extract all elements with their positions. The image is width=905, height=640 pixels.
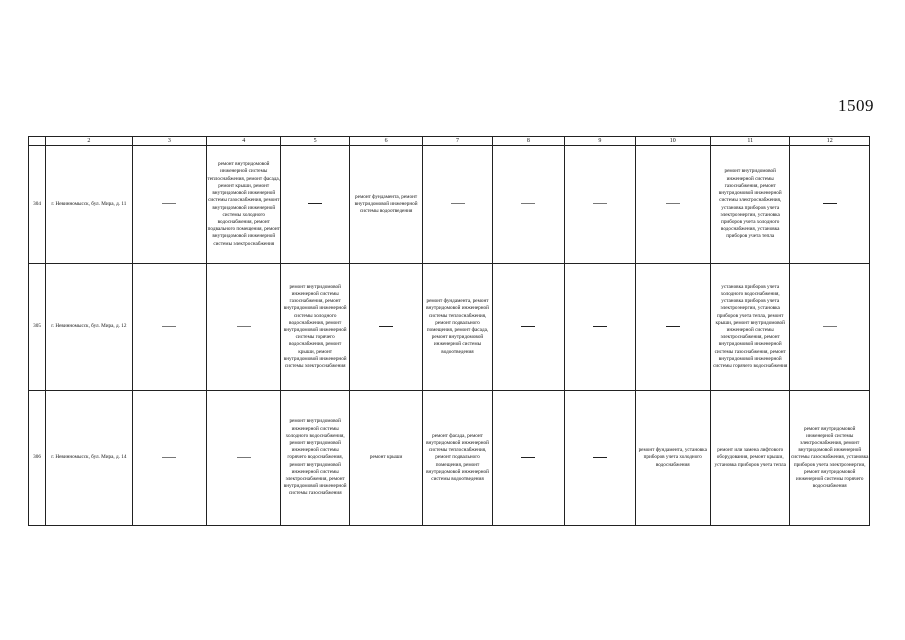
empty-dash xyxy=(521,203,535,204)
empty-dash xyxy=(162,457,176,458)
column-header: 5 xyxy=(281,137,349,146)
table-cell xyxy=(565,391,635,526)
table-cell xyxy=(132,264,206,391)
table-cell xyxy=(492,146,564,264)
column-header: 10 xyxy=(635,137,710,146)
empty-dash xyxy=(308,203,322,204)
table-cell: ремонт или замена лифтового оборудования, ремонт крыши, установка приборов учета тепла xyxy=(710,391,789,526)
table-cell xyxy=(565,146,635,264)
empty-dash xyxy=(521,326,535,327)
table-cell xyxy=(635,146,710,264)
table-cell xyxy=(207,391,281,526)
table-cell: ремонт фундамента, установка приборов учета холодного водоснабжения xyxy=(635,391,710,526)
table-row xyxy=(29,264,870,391)
table-cell xyxy=(790,264,870,391)
empty-dash xyxy=(666,326,680,327)
empty-dash xyxy=(666,203,680,204)
table-cell xyxy=(492,264,564,391)
table-cell xyxy=(565,264,635,391)
table-cell: ремонт фундамента, ремонт внутридомовой инженерной системы теплоснабжения, ремонт подвального помещения, ремонт фасада, ремонт внутридомовой инженерной системы водоотведения xyxy=(423,264,492,391)
table-cell xyxy=(635,264,710,391)
table-cell: установка приборов учета холодного водоснабжения, установка приборов учета электроэнергии, установка приборов учета тепла, ремонт крыши, ремонт внутридомовой инженерной системы электроснабжения, ремонт внутридомовой инженерной системы газоснабжения, ремонт внутридомовой инженерной системы горячего водоснабжения xyxy=(710,264,789,391)
empty-dash xyxy=(521,457,535,458)
column-header: 2 xyxy=(46,137,133,146)
empty-dash xyxy=(593,203,607,204)
table-row xyxy=(29,146,870,264)
table-cell xyxy=(492,391,564,526)
table-cell xyxy=(349,264,422,391)
column-header: 3 xyxy=(132,137,206,146)
empty-dash xyxy=(593,326,607,327)
header-row xyxy=(29,137,870,146)
table-cell xyxy=(132,391,206,526)
table-cell xyxy=(790,146,870,264)
table-cell: ремонт внутридомовой инженерной системы теплоснабжения, ремонт фасада, ремонт крыши, ремонт внутридомовой инженерной системы газоснабжения, ремонт внутридомовой инженерной системы холодного водоснабжения, ремонт подвального помещения, ремонт внутридомовой инженерной системы электроснабжения xyxy=(207,146,281,264)
row-number: 306 xyxy=(29,391,46,526)
empty-dash xyxy=(237,457,251,458)
address-cell: г. Невинномысск, бул. Мира, д. 12 xyxy=(46,264,133,391)
column-header: 12 xyxy=(790,137,870,146)
empty-dash xyxy=(451,203,465,204)
empty-dash xyxy=(379,326,393,327)
table-cell xyxy=(423,146,492,264)
column-header: 8 xyxy=(492,137,564,146)
column-header: 11 xyxy=(710,137,789,146)
column-header xyxy=(29,137,46,146)
address-cell: г. Невинномысск, бул. Мира, д. 11 xyxy=(46,146,133,264)
column-header: 4 xyxy=(207,137,281,146)
row-number: 305 xyxy=(29,264,46,391)
table-cell xyxy=(132,146,206,264)
table-cell: ремонт внутридомовой инженерной системы электроснабжения, ремонт внутридомовой инженерной системы газоснабжения, установка приборов учета электроэнергии, ремонт внутридомовой инженерной системы горячего водоснабжения xyxy=(790,391,870,526)
empty-dash xyxy=(823,203,837,204)
empty-dash xyxy=(593,457,607,458)
table-cell xyxy=(207,264,281,391)
table-cell: ремонт фасада, ремонт внутридомовой инженерной системы теплоснабжения, ремонт подвального помещения, ремонт внутридомовой инженерной системы водоотведения xyxy=(423,391,492,526)
empty-dash xyxy=(823,326,837,327)
column-header: 6 xyxy=(349,137,422,146)
table-cell: ремонт внутридомовой инженерной системы газоснабжения, ремонт внутридомовой инженерной системы холодного водоснабжения, ремонт внутридомовой инженерной системы горячего водоснабжения, ремонт крыши, ремонт внутридомовой инженерной системы электроснабжения xyxy=(281,264,349,391)
address-cell: г. Невинномысск, бул. Мира, д. 14 xyxy=(46,391,133,526)
capital-repair-table xyxy=(28,136,870,526)
table-cell: ремонт внутридомовой инженерной системы холодного водоснабжения, ремонт внутридомовой инженерной системы горячего водоснабжения, ремонт внутридомовой инженерной системы электроснабжения, ремонт внутридомовой инженерной системы газоснабжения xyxy=(281,391,349,526)
empty-dash xyxy=(162,203,176,204)
table-row xyxy=(29,391,870,526)
table-cell: ремонт крыши xyxy=(349,391,422,526)
column-header: 7 xyxy=(423,137,492,146)
empty-dash xyxy=(237,326,251,327)
table-cell xyxy=(281,146,349,264)
page-number: 1509 xyxy=(838,96,874,115)
column-header: 9 xyxy=(565,137,635,146)
table-cell: ремонт внутридомовой инженерной системы газоснабжения, ремонт внутридомовой инженерной системы электроснабжения, установка приборов учета электроэнергии, установка приборов учета холодного водоснабжения, установка приборов учета тепла xyxy=(710,146,789,264)
row-number: 304 xyxy=(29,146,46,264)
empty-dash xyxy=(162,326,176,327)
table-cell: ремонт фундамента, ремонт внутридомовой инженерной системы водоотведения xyxy=(349,146,422,264)
